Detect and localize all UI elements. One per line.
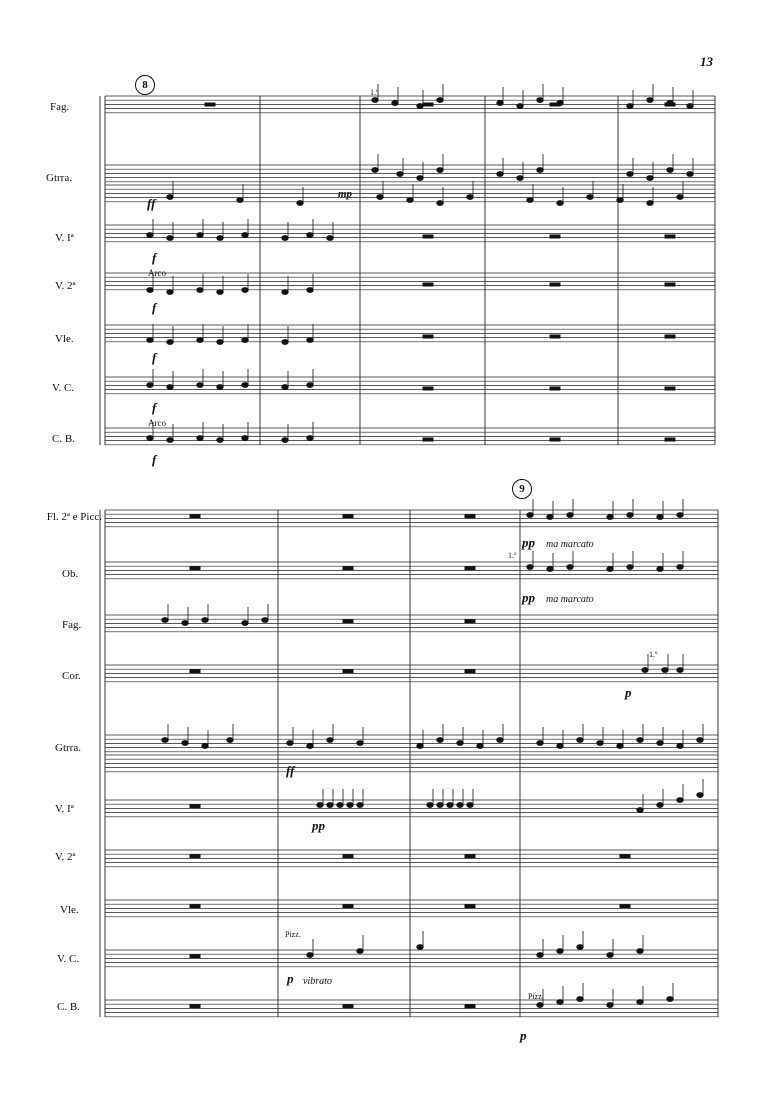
cb-note — [282, 438, 288, 443]
gtrra-lower-note — [167, 195, 173, 200]
ob-expression: ma marcato — [546, 594, 594, 605]
ob-note — [547, 567, 553, 572]
fl-note — [547, 515, 553, 520]
cb-arco: Arco — [148, 418, 166, 428]
gtrra-lower-note — [587, 195, 593, 200]
v2-note — [147, 288, 153, 293]
gtrra-note — [417, 176, 423, 181]
cb2-note — [577, 997, 583, 1002]
vc2-rest — [190, 955, 200, 958]
v1-2-note — [327, 803, 333, 808]
gtrra-lower-note — [527, 198, 533, 203]
strings-rest — [423, 387, 433, 390]
fag-solo-mark: 1.º — [370, 88, 379, 97]
gtrra2-note — [577, 738, 583, 743]
v1-note — [147, 233, 153, 238]
page-number: 13 — [700, 54, 713, 69]
gtrra-lower-note — [237, 198, 243, 203]
gtrra2-note — [677, 744, 683, 749]
vle-note — [282, 340, 288, 345]
gtrra2-note — [457, 741, 463, 746]
fag-note — [537, 98, 543, 103]
v1-2-note — [427, 803, 433, 808]
fag2-note — [162, 618, 168, 623]
fag2-rest — [465, 620, 475, 623]
gtrra2-note — [182, 741, 188, 746]
gtrra-note — [537, 168, 543, 173]
v2-note — [167, 290, 173, 295]
strings-rest — [550, 387, 560, 390]
vc-note — [242, 383, 248, 388]
cb2-note — [667, 997, 673, 1002]
v1-note — [242, 233, 248, 238]
gtrra2-note — [617, 744, 623, 749]
vc-dynamic: f — [152, 400, 157, 415]
gtrra-note — [667, 168, 673, 173]
gtrra2-note — [287, 741, 293, 746]
v1-2-run — [657, 803, 663, 808]
gtrra2-note — [327, 738, 333, 743]
fag2-note — [242, 621, 248, 626]
rehearsal-mark-9: 9 — [512, 479, 532, 499]
gtrra-note — [627, 172, 633, 177]
vc-dynamic-2: p — [287, 971, 294, 986]
vc-note — [282, 385, 288, 390]
winds-rest — [190, 670, 200, 673]
v2-note — [197, 288, 203, 293]
v1-2-note — [467, 803, 473, 808]
cb-note — [197, 436, 203, 441]
ob-note — [627, 565, 633, 570]
vle-note — [197, 338, 203, 343]
instrument-label-fag: Fag. — [50, 101, 70, 113]
strings-rest — [665, 335, 675, 338]
v2-note — [307, 288, 313, 293]
gtrra2-note — [557, 744, 563, 749]
vc-note — [197, 383, 203, 388]
winds-rest — [465, 670, 475, 673]
rehearsal-mark-8: 8 — [135, 75, 155, 95]
v1-note — [167, 236, 173, 241]
vle-note — [307, 338, 313, 343]
v2-vle-rest — [343, 905, 353, 908]
gtrra2-note — [597, 741, 603, 746]
fl-note — [567, 513, 573, 518]
instrument-label-v2: V. 2ª — [55, 280, 76, 292]
vc2-note — [637, 949, 643, 954]
v1-2-run — [677, 798, 683, 803]
cb-pizz: Pizz. — [528, 992, 544, 1001]
vle-note — [217, 340, 223, 345]
strings-rest — [423, 438, 433, 441]
fag-note — [392, 101, 398, 106]
fl-expression: ma marcato — [546, 539, 594, 550]
gtrra-note — [687, 172, 693, 177]
strings-rest — [423, 235, 433, 238]
gtrra2-note — [537, 741, 543, 746]
v1-2-note — [357, 803, 363, 808]
fl-note — [607, 515, 613, 520]
ob-note — [607, 567, 613, 572]
v1-2-note — [337, 803, 343, 808]
strings-rest — [423, 335, 433, 338]
vc2-note — [607, 953, 613, 958]
strings-rest — [665, 235, 675, 238]
fag2-rest — [343, 620, 353, 623]
ob-solo-mark: 1.º — [508, 551, 517, 560]
cb-dynamic: f — [152, 452, 157, 467]
fl-note — [677, 513, 683, 518]
winds-rest — [343, 567, 353, 570]
ob-note — [567, 565, 573, 570]
ob-dynamic: pp — [522, 590, 535, 605]
gtrra2-note — [202, 744, 208, 749]
v2-vle-rest — [620, 855, 630, 858]
fag-note — [497, 101, 503, 106]
cb-note — [307, 436, 313, 441]
v1-2-note — [437, 803, 443, 808]
v1-note — [217, 236, 223, 241]
fag-rest — [423, 103, 433, 106]
fag-note — [627, 104, 633, 109]
gtrra2-note — [697, 738, 703, 743]
vc2-note — [557, 949, 563, 954]
fag-note — [417, 104, 423, 109]
vc-note — [147, 383, 153, 388]
vc2-note — [307, 953, 313, 958]
cor-note — [677, 668, 683, 673]
gtrra-note — [372, 168, 378, 173]
strings-rest — [550, 235, 560, 238]
fag-note — [517, 104, 523, 109]
fag-rest — [205, 103, 215, 106]
gtrra2-note — [417, 744, 423, 749]
gtrra-dynamic-1: ff — [147, 196, 156, 211]
v1-2-run — [637, 808, 643, 813]
v2-arco: Arco — [148, 268, 166, 278]
gtrra-note — [517, 176, 523, 181]
fag-note — [437, 98, 443, 103]
cb-note — [147, 436, 153, 441]
cb2-note — [637, 1000, 643, 1005]
fag-rest — [665, 103, 675, 106]
fl-note — [527, 513, 533, 518]
v2-note — [217, 290, 223, 295]
gtrra-dynamic-2: mp — [338, 188, 353, 200]
instrument-label-cor: Cor. — [62, 670, 81, 682]
vc2-note — [537, 953, 543, 958]
winds-rest — [465, 567, 475, 570]
cb2-rest — [343, 1005, 353, 1008]
strings-rest — [423, 283, 433, 286]
v1-2-note — [347, 803, 353, 808]
gtrra-dynamic-3: ff — [286, 763, 295, 778]
vle-note — [242, 338, 248, 343]
instrument-label-cb: C. B. — [52, 433, 75, 445]
cor-dynamic: p — [625, 685, 632, 700]
cb-note — [242, 436, 248, 441]
instrument-label-gtrra: Gtrra. — [46, 172, 72, 184]
vle-dynamic: f — [152, 350, 157, 365]
vc-note — [307, 383, 313, 388]
gtrra2-note — [637, 738, 643, 743]
v2-vle-rest — [620, 905, 630, 908]
fag2-note — [262, 618, 268, 623]
strings-rest — [665, 387, 675, 390]
gtrra-lower-note — [377, 195, 383, 200]
cor-note — [642, 668, 648, 673]
cb2-rest — [465, 1005, 475, 1008]
instrument-label-gtrra-2: Gtrra. — [55, 742, 81, 754]
cb-note — [167, 438, 173, 443]
instrument-label-v1: V. Iª — [55, 232, 74, 244]
vc-pizz: Pizz. — [285, 930, 301, 939]
strings-rest — [550, 438, 560, 441]
fl-note — [627, 513, 633, 518]
gtrra-note — [397, 172, 403, 177]
instrument-label-vle: Vle. — [55, 333, 74, 345]
vc2-note — [577, 945, 583, 950]
winds-rest — [343, 515, 353, 518]
v1-note — [327, 236, 333, 241]
cb-dynamic-2: p — [520, 1028, 527, 1043]
vc-note — [167, 385, 173, 390]
cor-solo-mark: 1.º — [649, 650, 658, 659]
strings-rest — [550, 283, 560, 286]
v1-note — [282, 236, 288, 241]
instrument-label-v2-2: V. 2ª — [55, 851, 76, 863]
gtrra-lower-note — [647, 201, 653, 206]
gtrra-lower-note — [617, 198, 623, 203]
vc2-note — [357, 949, 363, 954]
gtrra2-note — [227, 738, 233, 743]
v1-2-rest — [190, 805, 200, 808]
cor-note — [662, 668, 668, 673]
winds-rest — [465, 515, 475, 518]
gtrra2-note — [497, 738, 503, 743]
gtrra-lower-note — [297, 201, 303, 206]
gtrra2-note — [437, 738, 443, 743]
v2-note — [282, 290, 288, 295]
cb2-note — [557, 1000, 563, 1005]
fag-note — [687, 104, 693, 109]
strings-rest — [665, 283, 675, 286]
fag2-note — [202, 618, 208, 623]
v1-2-note — [317, 803, 323, 808]
gtrra-note — [437, 168, 443, 173]
cb-note — [217, 438, 223, 443]
v1-dynamic: f — [152, 250, 157, 265]
v1-dynamic-2: pp — [312, 818, 325, 833]
gtrra-note — [647, 176, 653, 181]
vc2-note — [417, 945, 423, 950]
instrument-label-fag-2: Fag. — [62, 619, 82, 631]
gtrra-lower-note — [677, 195, 683, 200]
v1-2-note — [457, 803, 463, 808]
v2-vle-rest — [465, 855, 475, 858]
fag-note — [372, 98, 378, 103]
fl-note — [657, 515, 663, 520]
v1-2-run — [697, 793, 703, 798]
gtrra-lower-note — [437, 201, 443, 206]
v2-vle-rest — [465, 905, 475, 908]
gtrra2-note — [162, 738, 168, 743]
vle-note — [167, 340, 173, 345]
instrument-label-v1-2: V. Iª — [55, 803, 74, 815]
winds-rest — [190, 567, 200, 570]
strings-rest — [665, 438, 675, 441]
gtrra-lower-note — [407, 198, 413, 203]
vc-expression: vibrato — [303, 976, 332, 987]
vc-note — [217, 385, 223, 390]
gtrra2-note — [307, 744, 313, 749]
vle-note — [147, 338, 153, 343]
fl-dynamic: pp — [522, 535, 535, 550]
gtrra-lower-note — [467, 195, 473, 200]
cb2-note — [607, 1003, 613, 1008]
fag-note — [647, 98, 653, 103]
v1-2-note — [447, 803, 453, 808]
gtrra2-note — [357, 741, 363, 746]
ob-note — [677, 565, 683, 570]
gtrra2-note — [477, 744, 483, 749]
strings-rest — [550, 335, 560, 338]
winds-rest — [190, 515, 200, 518]
fag-rest — [550, 103, 560, 106]
v2-note — [242, 288, 248, 293]
fag2-note — [182, 621, 188, 626]
instrument-label-ob: Ob. — [62, 568, 79, 580]
gtrra-note — [497, 172, 503, 177]
v2-vle-rest — [343, 855, 353, 858]
instrument-label-vc: V. C. — [52, 382, 75, 394]
v2-dynamic: f — [152, 300, 157, 315]
instrument-label-vc-2: V. C. — [57, 953, 80, 965]
instrument-label-vle-2: Vle. — [60, 904, 79, 916]
instrument-label-cb-2: C. B. — [57, 1001, 80, 1013]
ob-note — [657, 567, 663, 572]
v2-vle-rest — [190, 855, 200, 858]
winds-rest — [343, 670, 353, 673]
v1-note — [197, 233, 203, 238]
v1-note — [307, 233, 313, 238]
ob-note — [527, 565, 533, 570]
gtrra2-note — [657, 741, 663, 746]
gtrra-lower-note — [557, 201, 563, 206]
cb2-note — [537, 1003, 543, 1008]
instrument-label-fl: Fl. 2ª e Picc. — [46, 511, 102, 523]
v2-vle-rest — [190, 905, 200, 908]
cb2-rest — [190, 1005, 200, 1008]
